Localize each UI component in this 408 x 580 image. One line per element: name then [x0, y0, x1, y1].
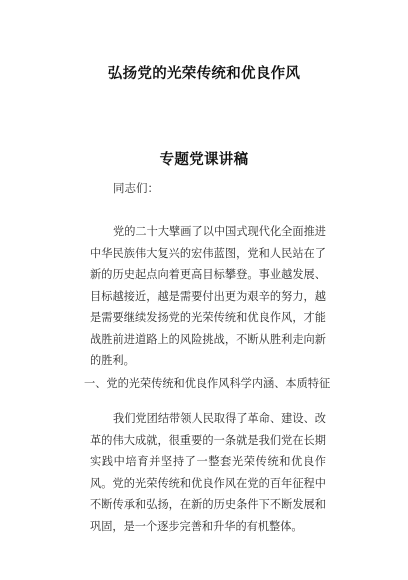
document-subtitle: 专题党课讲稿	[159, 152, 249, 168]
paragraph-section-one: 我们党团结带领人民取得了革命、建设、改革的伟大成就，很重要的一条就是我们党在长期实践中培育并坚持了一整套光荣传统和优良作风。党的光荣传统和优良作风在党的百年征程中不断传承和弘扬，在新的历史条件下不断发展和巩固，是一个逐步完善和升华的有机整体。	[90, 412, 326, 533]
paragraph-intro: 党的二十大擘画了以中国式现代化全面推进中华民族伟大复兴的宏伟蓝图，党和人民站在了新的历史起点向着更高目标攀登。事业越发展、目标越接近，越是需要付出更为艰辛的努力，越是需要继续发扬党的光荣传统和优良作风，才能战胜前进道路上的风险挑战，不断从胜利走向新的胜利。	[90, 225, 326, 367]
greeting: 同志们：	[113, 181, 159, 195]
section-heading: 一、党的光荣传统和优良作风科学内涵、本质特征	[84, 377, 331, 390]
document-title: 弘扬党的光荣传统和优良作风	[107, 66, 301, 82]
